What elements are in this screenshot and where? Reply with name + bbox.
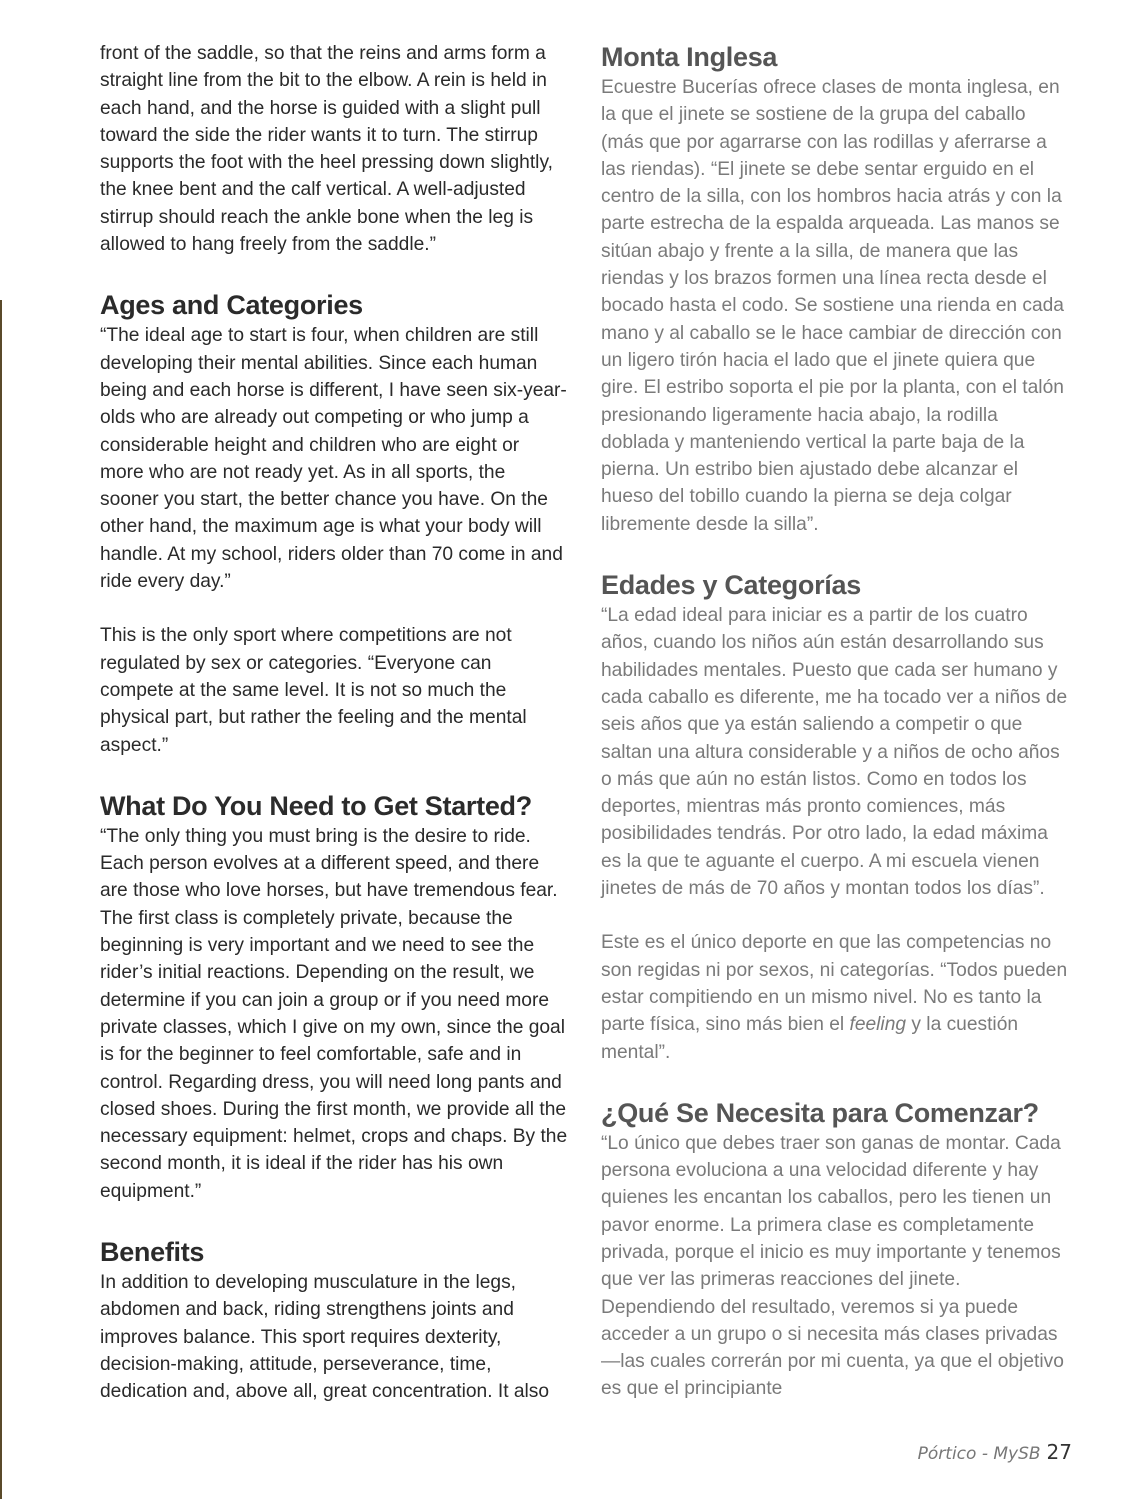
edades-paragraph-2 xyxy=(601,929,1069,1065)
need-paragraph: “The only thing you must bring is the desire to ride. Each person evolves at a different speed, and there are those who love horses, but have tremendous fear. The first class is completely private, because the beginning is very important and we need to see the rider’s initial reactions. Depending on the result, we determine if you can join a group or if you need more private classes, which I give on my own, since the goal is for the beginner to feel comfortable, safe and in control. Regarding dress, you will need long pants and closed shoes. During the first month, we provide all the necessary equipment: helmet, crops and chaps. By the second month, it is ideal if the rider has his own equipment.” xyxy=(100,825,568,1202)
que-heading: ¿Qué Se Necesita para Comenzar? xyxy=(601,1097,1039,1128)
edades-p2-start: Este es el único deporte en que las competencias no son regidas ni por sexos, ni categorías. “Todos pueden estar compitiendo en un mismo nivel. No es tanto la parte física, sino más bien el xyxy=(601,932,1068,1036)
monta-heading: Monta Inglesa xyxy=(601,42,778,72)
benefits-heading: Benefits xyxy=(100,1236,205,1267)
monta-paragraph: Ecuestre Bucerías ofrece clases de monta inglesa, en la que el jinete se sostiene de la grupa del caballo (más que por agarrarse con las rodillas y aferrarse a las riendas). “El jinete se debe sentar erguido en el centro de la silla, con los hombros hacia atrás y con la parte estrecha de la espalda arqueada. Las manos se sitúan abajo y frente a la silla, de manera que las riendas y los brazos formen una línea recta desde el bocado hasta el codo. Se sostiene una rienda en cada mano y al caballo se le hace cambiar de dirección con un ligero tirón hacia el lado que el jinete quiera que gire. El estribo soporta el pie por la planta, con el talón presionando ligeramente hacia abajo, la rodilla doblada y manteniendo vertical la parte baja de la pierna. Un estribo bien ajustado debe alcanzar el hueso del tobillo cuando la pierna se deja colgar libremente desde la silla”. xyxy=(601,77,1064,535)
spanish-column xyxy=(601,40,1069,1403)
ages-paragraph-2: This is the only sport where competitions are not regulated by sex or categories. “Everyone can compete at the same level. It is not so much the physical part, but rather the feeling and the mental aspect.” xyxy=(100,625,527,756)
edades-p2-end: y la cuestión mental”. xyxy=(601,1014,1019,1063)
edades-heading: Edades y Categorías xyxy=(601,570,861,601)
intro-paragraph: front of the saddle, so that the reins and arms form a straight line from the bit to the elbow. A rein is held in each hand, and the horse is guided with a slight pull toward the side the rider wants it to turn. The stirrup supports the foot with the heel pressing down slightly, the knee bent and the calf vertical. A well-adjusted stirrup should reach the ankle bone when the leg is allowed to hang freely from the saddle.” xyxy=(100,43,553,256)
page-footer xyxy=(918,1440,1072,1464)
edades-p2-feeling: feeling xyxy=(849,1014,907,1036)
english-column xyxy=(100,40,568,1405)
ages-heading: Ages and Categories xyxy=(100,290,363,321)
benefits-paragraph: In addition to developing musculature in the legs, abdomen and back, riding strengthens joints and improves balance. This sport requires dexterity, decision-making, attitude, perseverance, time, dedication and, above all, great concentration. It also xyxy=(100,1271,550,1403)
publication-name: Pórtico - MySB xyxy=(917,1444,1041,1464)
page-number: 27 xyxy=(1046,1440,1072,1464)
edades-paragraph-1: “La edad ideal para iniciar es a partir de los cuatro años, cuando los niños aún están desarrollando sus habilidades mentales. Puesto que cada ser humano y cada caballo es diferente, me ha tocado ver a niños de seis años que ya están saliendo a competir o que saltan una altura considerable y a niños de ocho años o más que aún no están listos. Como en todos los deportes, mientras más pronto comiences, más posibilidades tendrás. Por otro lado, la edad máxima es la que te aguante el cuerpo. A mi escuela vienen jinetes de más de 70 años y montan todos los días”. xyxy=(601,605,1068,900)
que-paragraph: “Lo único que debes traer son ganas de montar. Cada persona evoluciona a una velocidad diferente y hay quienes les encantan los caballos, pero les tienen un pavor enorme. La primera clase es completamente privada, porque el inicio es muy importante y tenemos que ver las primeras reacciones del jinete. Dependiendo del resultado, veremos si ya puede acceder a un grupo o si necesita más clases privadas —las cuales correrán por mi cuenta, ya que el objetivo es que el principiante xyxy=(601,1132,1064,1400)
need-heading: What Do You Need to Get Started? xyxy=(100,790,532,821)
ages-paragraph-1: “The ideal age to start is four, when children are still developing their mental abilities. Since each human being and each horse is different, I have seen six-year-olds who are already out competing or who jump a considerable height and children who are eight or more who are not ready yet. As in all sports, the sooner you start, the better chance you have. On the other hand, the maximum age is what your body will handle. At my school, riders older than 70 come in and ride every day.” xyxy=(100,325,567,593)
page-edge-mark xyxy=(0,300,2,1499)
